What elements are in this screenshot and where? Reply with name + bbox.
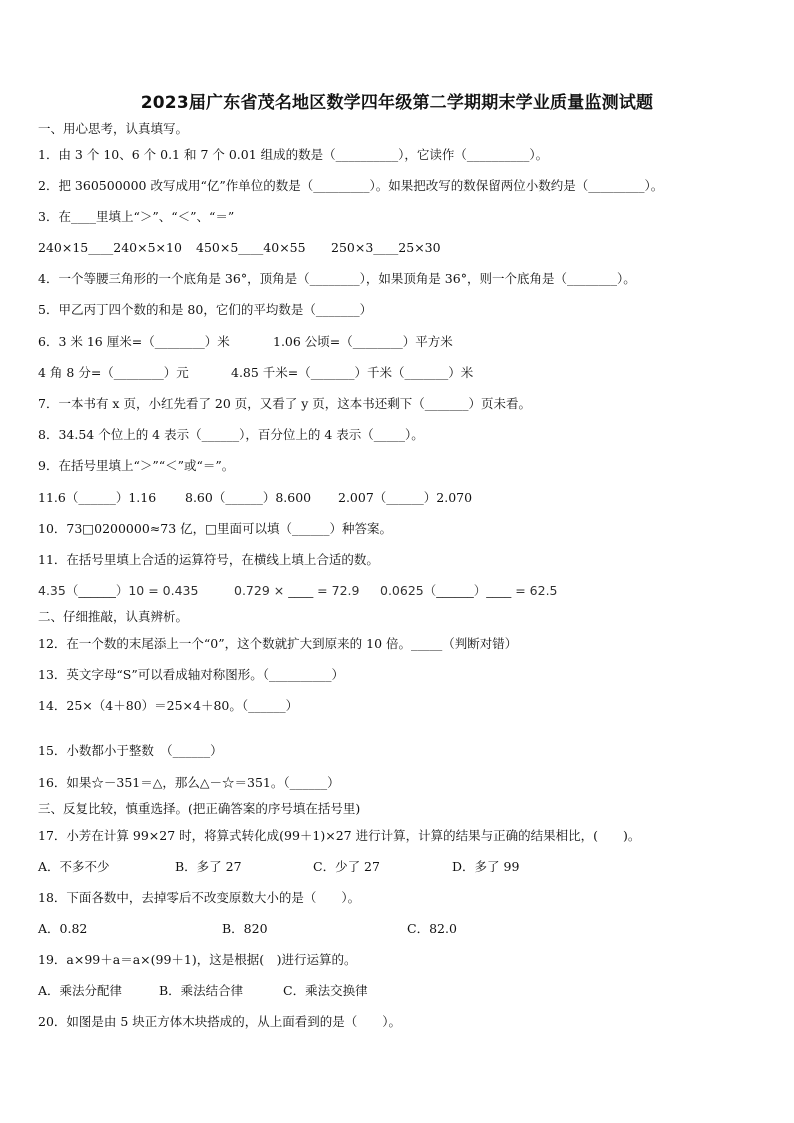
question-3c: 250×3____25×30: [331, 240, 441, 255]
question-20: 20．如图是由 5 块正方体木块搭成的，从上面看到的是（ ）。: [38, 1014, 402, 1029]
question-18-option-b: B．820: [222, 921, 268, 936]
section-3-heading: 三、反复比较，慎重选择。(把正确答案的序号填在括号里): [38, 801, 361, 816]
question-5: 5．甲乙丙丁四个数的和是 80，它们的平均数是（_______）: [38, 302, 373, 317]
question-3: 3．在____里填上“＞”、“＜”、“＝”: [38, 209, 235, 224]
question-17-option-d: D．多了 99: [452, 859, 520, 874]
question-9b: 8.60（______）8.600: [185, 490, 312, 505]
question-19-option-c: C．乘法交换律: [283, 983, 368, 998]
question-1: 1．由 3 个 10、6 个 0.1 和 7 个 0.01 组成的数是（__________），它读作（__________）。: [38, 147, 549, 162]
question-19-option-a: A．乘法分配律: [38, 983, 123, 998]
question-18-option-c: C．82.0: [407, 921, 457, 936]
question-19-option-b: B．乘法结合律: [159, 983, 244, 998]
question-17-option-c: C．少了 27: [313, 859, 380, 874]
page-title: 2023届广东省茂名地区数学四年级第二学期期末学业质量监测试题: [140, 93, 654, 113]
question-8: 8．34.54 个位上的 4 表示（______），百分位上的 4 表示（_____）。: [38, 427, 424, 442]
question-19: 19．a×99＋a＝a×(99＋1)，这是根据( )进行运算的。: [38, 952, 357, 967]
question-16: 16．如果☆－351＝△，那么△－☆＝351。（______）: [38, 775, 340, 790]
question-13: 13．英文字母“S”可以看成轴对称图形。（__________）: [38, 667, 345, 682]
question-6a: 6．3 米 16 厘米=（________）米: [38, 334, 230, 349]
question-18: 18．下面各数中，去掉零后不改变原数大小的是（ ）。: [38, 890, 361, 905]
question-3b: 450×5____40×55: [196, 240, 306, 255]
question-17-option-b: B．多了 27: [175, 859, 242, 874]
question-4: 4．一个等腰三角形的一个底角是 36°，顶角是（________），如果顶角是 36°，则一个底角是（________）。: [38, 271, 636, 286]
question-9: 9．在括号里填上“＞”“＜”或“＝”。: [38, 458, 235, 473]
section-1-heading: 一、用心思考，认真填写。: [38, 121, 189, 136]
question-18-option-a: A．0.82: [38, 921, 88, 936]
question-2: 2．把 360500000 改写成用“亿”作单位的数是（_________）。如果把改写的数保留两位小数约是（_________）。: [38, 178, 664, 193]
question-9a: 11.6（______）1.16: [38, 490, 157, 505]
section-2-heading: 二、仔细推敲，认真辨析。: [38, 609, 189, 624]
question-15: 15．小数都小于整数 （______）: [38, 743, 223, 758]
question-6d: 4.85 千米=（_______）千米（_______）米: [231, 365, 474, 380]
question-11: 11．在括号里填上合适的运算符号，在横线上填上合适的数。: [38, 552, 379, 567]
question-11b: 0.729 × ____ = 72.9: [234, 583, 360, 598]
question-3a: 240×15____240×5×10: [38, 240, 182, 255]
question-10: 10．73□0200000≈73 亿，□里面可以填（______）种答案。: [38, 521, 392, 536]
question-11c: 0.0625（______）____ = 62.5: [380, 583, 558, 598]
question-6b: 1.06 公顷=（________）平方米: [273, 334, 453, 349]
question-14: 14．25×（4＋80）＝25×4＋80。（______）: [38, 698, 299, 713]
question-17: 17．小芳在计算 99×27 时，将算式转化成(99＋1)×27 进行计算，计算的结果与正确的结果相比，( )。: [38, 828, 641, 843]
question-6c: 4 角 8 分=（________）元: [38, 365, 189, 380]
question-17-option-a: A．不多不少: [38, 859, 110, 874]
question-12: 12．在一个数的末尾添上一个“0”，这个数就扩大到原来的 10 倍。_____（判断对错）: [38, 636, 518, 651]
question-7: 7．一本书有 x 页，小红先看了 20 页，又看了 y 页，这本书还剩下（_______）页未看。: [38, 396, 532, 411]
question-11a: 4.35（______）10 = 0.435: [38, 583, 199, 598]
question-9c: 2.007（______）2.070: [338, 490, 473, 505]
